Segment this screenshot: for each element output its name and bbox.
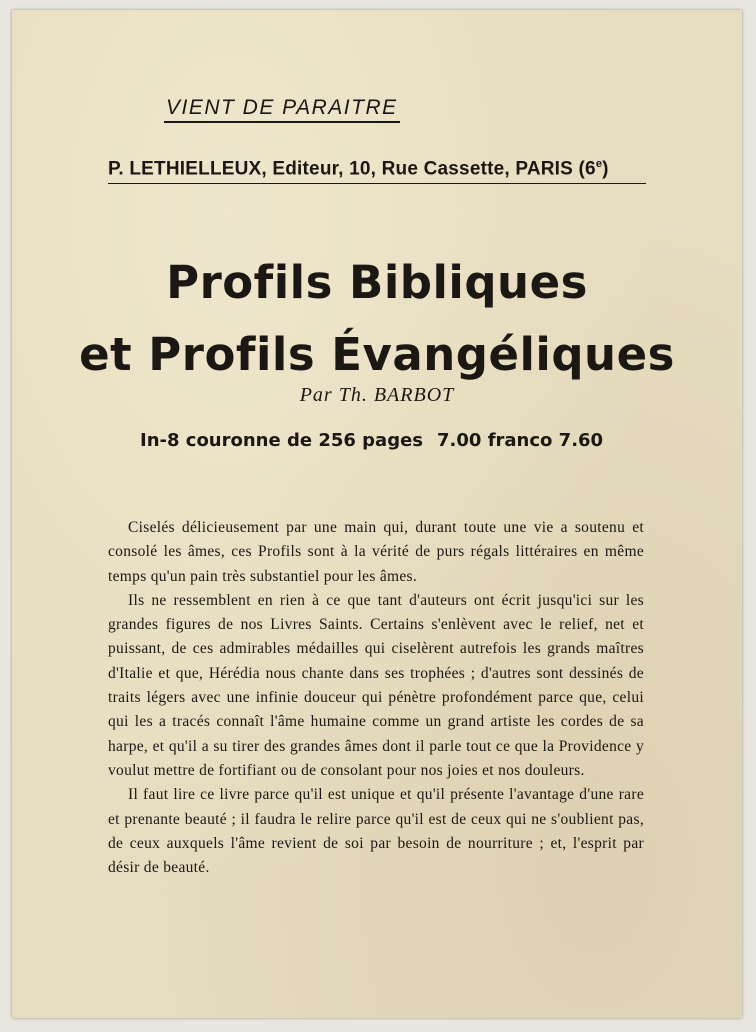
price: 7.00 franco 7.60 bbox=[437, 430, 604, 451]
publisher-line bbox=[108, 158, 646, 184]
arrondissement-superscript: e bbox=[595, 158, 603, 170]
publisher-text: P. LETHIELLEUX, Editeur, 10, Rue Cassette, PARIS (6 bbox=[108, 158, 596, 180]
paragraph: Ciselés délicieusement par une main qui, durant toute une vie a soutenu et consolé les âmes, ces Profils sont à la vérité de purs régals littéraires en même temps qu'un pain très substantiel pour les âmes. bbox=[108, 519, 644, 585]
publisher-closing: ) bbox=[602, 158, 609, 180]
book-title-line-1: Profils Bibliques bbox=[166, 256, 588, 309]
book-format bbox=[140, 430, 620, 451]
description-body bbox=[108, 516, 644, 880]
paragraph: Il faut lire ce livre parce qu'il est unique et qu'il présente l'avantage d'une rare et prenante beauté ; il faudra le relire parce qu'il est de ceux qui ne s'oublient pas, de ceux auxquels l'âme revient de soi par besoin de nourriture ; et, l'esprit par désir de beauté. bbox=[108, 786, 644, 877]
format-description: In-8 couronne de 256 pages bbox=[140, 430, 424, 451]
paragraph: Ils ne ressemblent en rien à ce que tant d'auteurs ont écrit jusqu'ici sur les grandes figures de nos Livres Saints. Certains s'enlèvent avec le relief, net et puissant, de ces admirables médailles qui ciselèrent autrefois les grands maîtres d'Italie et que, Hérédia nous chante dans ses trophées ; d'autres sont dessinés de traits légers avec une infinie douceur qui pénètre profondément parce que, celui qui les a tracés connaît l'âme humaine comme un grand artiste les cordes de sa harpe, et qu'il a su tirer des grandes âmes dont il parle tout ce que la Providence y voulut mettre de fortifiant ou de consolant pour nos joies et nos douleurs. bbox=[108, 591, 644, 779]
book-title-line-2: et Profils Évangéliques bbox=[79, 328, 675, 381]
announcement-heading: VIENT DE PARAITRE bbox=[164, 96, 400, 123]
printed-leaflet bbox=[12, 10, 742, 1018]
author-byline: Par Th. BARBOT bbox=[299, 384, 455, 406]
